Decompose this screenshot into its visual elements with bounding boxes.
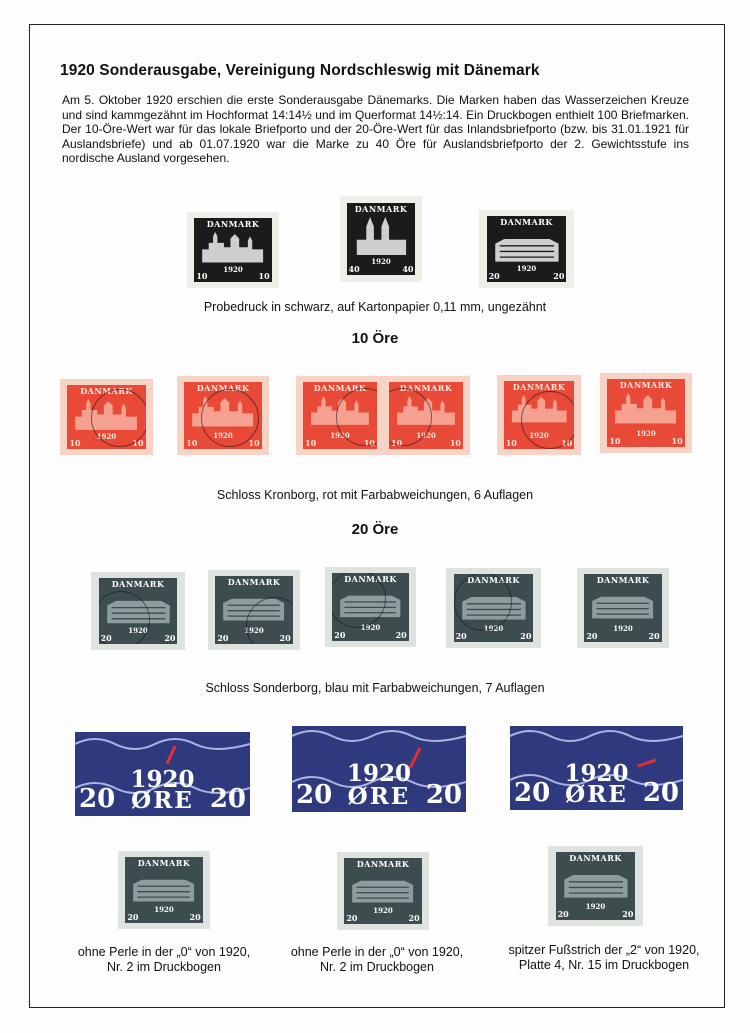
blue-stamp-3: DANMARK 1920 20 20 — [325, 567, 416, 647]
red-stamp-1: DANMARK 1920 10 10 — [60, 379, 153, 455]
ore20-caption: Schloss Sonderborg, blau mit Farbabweichungen, 7 Auflagen — [205, 681, 545, 695]
red-stamp-6: DANMARK 1920 10 10 — [600, 373, 692, 453]
enlargement-1: 1920 20 ØRE 20 — [75, 732, 250, 816]
proof-stamp-10: DANMARK 1920 10 10 — [187, 212, 279, 288]
ore10-caption: Schloss Kronborg, rot mit Farbabweichungen, 6 Auflagen — [216, 488, 534, 502]
ore20-heading: 20 Öre — [351, 521, 399, 538]
red-stamp-5: DANMARK 1920 10 10 — [497, 375, 581, 455]
enlargement-3: 1920 20 ØRE 20 — [510, 726, 683, 810]
proofs-caption: Probedruck in schwarz, auf Kartonpapier 0,11 mm, ungezähnt — [203, 300, 547, 314]
variety-note-3 — [492, 943, 716, 973]
blue-stamp-4: DANMARK 1920 20 20 — [446, 568, 541, 648]
variety-stamp-2: DANMARK 1920 20 20 — [337, 852, 429, 930]
intro-text: Am 5. Oktober 1920 erschien die erste Sonderausgabe Dänemarks. Die Marken haben das Wasserzeichen Kreuze und sind kammgezähnt im Hochformat 14:14½ und im Querformat 14½:14. Ein Druckbogen enthielt 100 Briefmarken. Der 10-Öre-Wert war für das lokale Briefporto und der 20-Öre-Wert für das Inlandsbriefporto (bzw. bis 31.01.1921 für Auslandsbriefe) und ab 01.07.1920 war die Marke zu 40 Öre für Auslandsbriefporto der 2. Gewichtsstufe ins nordische Ausland vorgesehen. — [62, 93, 689, 166]
blue-stamp-5: DANMARK 1920 20 20 — [577, 568, 669, 648]
ore10-heading: 10 Öre — [351, 330, 399, 347]
page-title: 1920 Sonderausgabe, Vereinigung Nordschleswig mit Dänemark — [60, 62, 540, 79]
proof-stamp-40: DANMARK 1920 40 40 — [340, 196, 422, 282]
blue-stamp-1: DANMARK 1920 20 20 — [91, 572, 185, 650]
variety-note-2-line1: ohne Perle in der „0“ von 1920, — [290, 945, 464, 959]
variety-stamp-3: DANMARK 1920 20 20 — [548, 846, 643, 926]
blue-stamp-2: DANMARK 1920 20 20 — [208, 570, 300, 650]
variety-note-1 — [64, 945, 264, 975]
enlargement-2: 1920 20 ØRE 20 — [292, 726, 466, 812]
red-stamp-pair-left: DANMARK 1920 10 10 — [296, 376, 384, 455]
variety-note-3-line2: Platte 4, Nr. 15 im Druckbogen — [518, 958, 690, 972]
variety-note-1-line2: Nr. 2 im Druckbogen — [107, 960, 221, 974]
variety-note-2 — [277, 945, 477, 975]
proof-stamp-20: DANMARK 1920 20 20 — [479, 210, 574, 288]
variety-note-3-line1: spitzer Fußstrich der „2“ von 1920, — [508, 943, 700, 957]
red-stamp-pair-right: DANMARK 1920 10 10 — [382, 376, 470, 455]
variety-note-1-line1: ohne Perle in der „0“ von 1920, — [77, 945, 251, 959]
red-stamp-2: DANMARK 1920 10 10 — [177, 376, 269, 455]
variety-note-2-line2: Nr. 2 im Druckbogen — [320, 960, 434, 974]
variety-stamp-1: DANMARK 1920 20 20 — [118, 851, 210, 929]
